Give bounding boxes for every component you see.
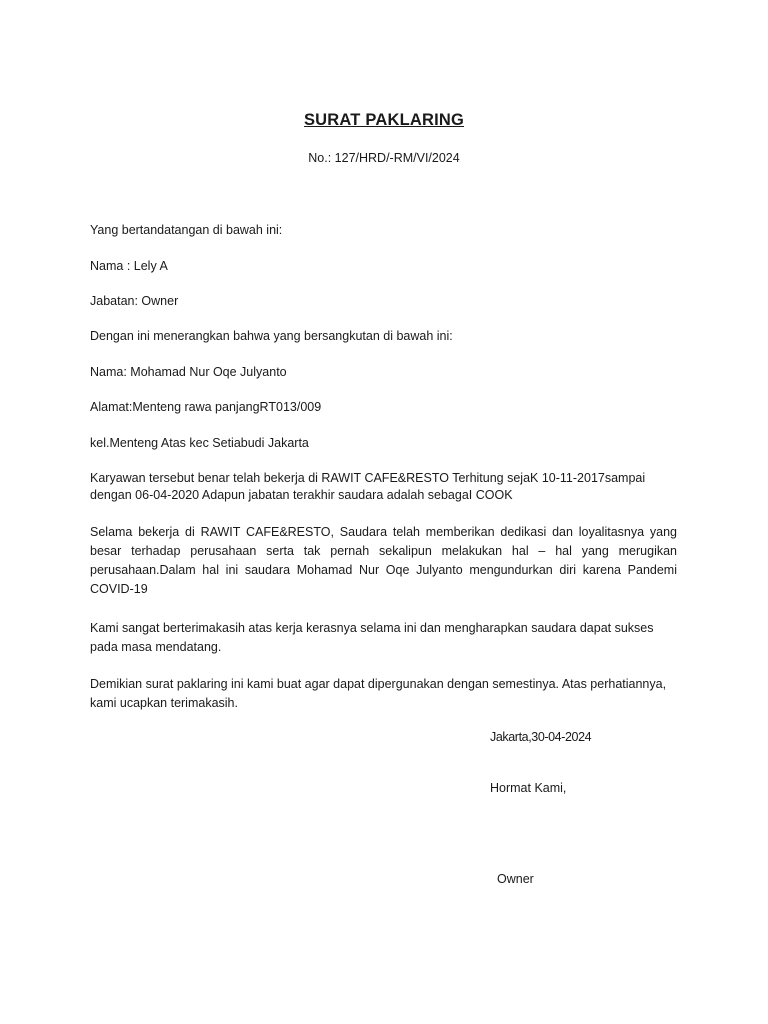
- letter-number: No.: 127/HRD/-RM/VI/2024: [308, 151, 460, 165]
- closing-paragraph: Demikian surat paklaring ini kami buat agar dapat dipergunakan dengan semestinya. Atas perhatiannya, kami ucapkan terimakasih.: [90, 677, 667, 710]
- statement-text: Dengan ini menerangkan bahwa yang bersangkutan di bawah ini:: [90, 329, 453, 343]
- employee-address: Alamat:Menteng rawa panjangRT013/009: [90, 400, 322, 414]
- employee-district: kel.Menteng Atas kec Setiabudi Jakarta: [90, 436, 309, 450]
- signer-name: Nama : Lely A: [90, 259, 168, 273]
- employee-name: Nama: Mohamad Nur Oqe Julyanto: [90, 365, 287, 379]
- intro-text: Yang bertandatangan di bawah ini:: [90, 223, 283, 237]
- signer-title: Owner: [497, 872, 534, 886]
- dedication-paragraph: Selama bekerja di RAWIT CAFE&RESTO, Saudara telah memberikan dedikasi dan loyalitasnya yang besar terhadap perusahaan serta tak pernah sekalipun melakukan hal – hal yang merugikan perusahaan.Dalam hal ini saudara Mohamad Nur Oqe Julyanto mengundurkan diri karena Pandemi COVID-19: [90, 525, 677, 596]
- letter-title: SURAT PAKLARING: [303, 111, 465, 129]
- employment-paragraph: Karyawan tersebut benar telah bekerja di RAWIT CAFE&RESTO Terhitung sejaK 10-11-2017sampai dengan 06-04-2020 Adapun jabatan terakhir saudara adalah sebagaI COOK: [90, 471, 646, 502]
- thanks-paragraph: Kami sangat berterimakasih atas kerja kerasnya selama ini dan mengharapkan saudara dapat sukses pada masa mendatang.: [90, 621, 654, 654]
- signer-position: Jabatan: Owner: [90, 294, 179, 308]
- place-date: Jakarta,30-04-2024: [490, 730, 592, 744]
- regards-text: Hormat Kami,: [490, 781, 567, 795]
